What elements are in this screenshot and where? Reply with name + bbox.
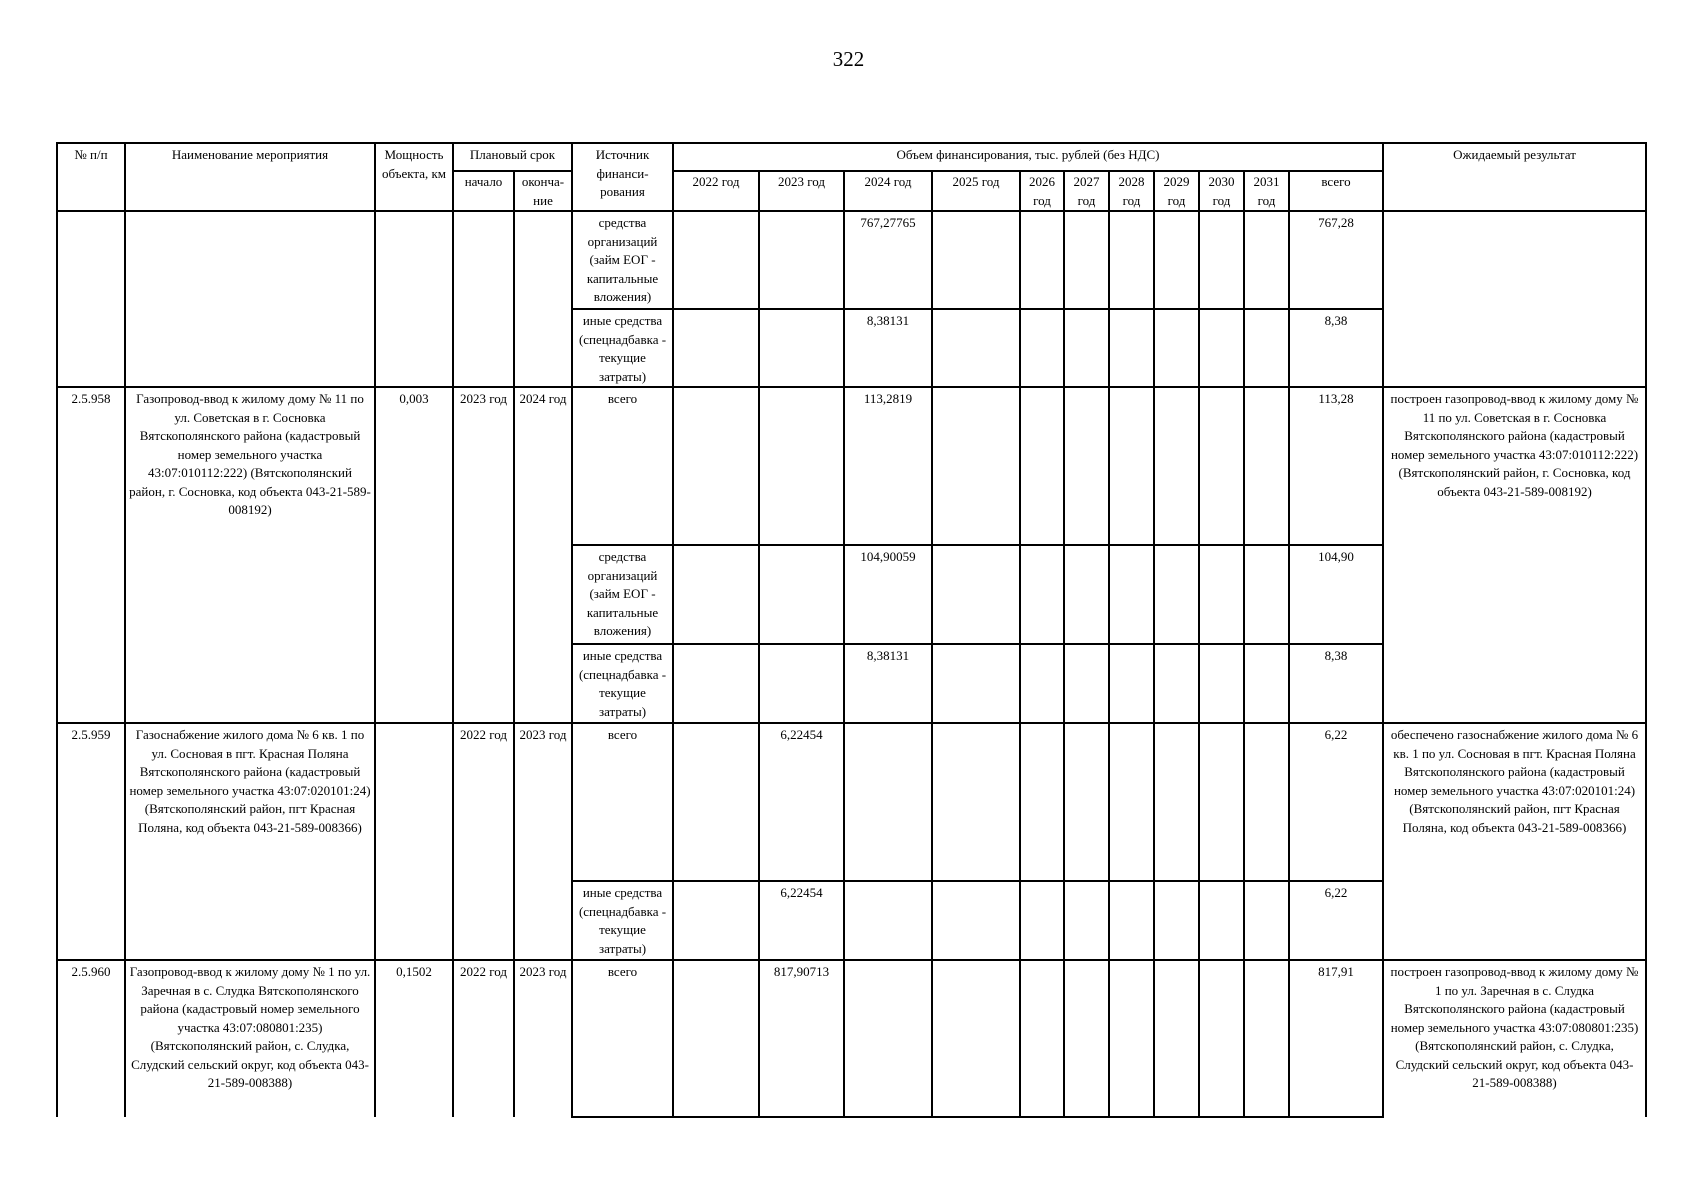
cell-source: всего xyxy=(572,387,673,545)
header-source: Источник финанси-рования xyxy=(572,143,673,211)
header-year: 2024 год xyxy=(844,171,932,211)
header-year: 2022 год xyxy=(673,171,759,211)
cell-start: 2022 год xyxy=(453,723,514,960)
cell-source: средства организаций (займ ЕОГ - капитальные вложения) xyxy=(572,545,673,644)
cell-total: 104,90 xyxy=(1289,545,1383,644)
header-year: 2031 год xyxy=(1244,171,1289,211)
cell-end: 2023 год xyxy=(514,960,572,1117)
header-num: № п/п xyxy=(57,143,125,211)
header-year: 2029 год xyxy=(1154,171,1199,211)
cell-end xyxy=(514,211,572,387)
cell-source: иные средства (спецнадбавка - текущие затраты) xyxy=(572,644,673,723)
cell-value: 6,22454 xyxy=(759,723,844,881)
cell-source: всего xyxy=(572,960,673,1117)
cell-total: 817,91 xyxy=(1289,960,1383,1117)
cell-start xyxy=(453,211,514,387)
cell-total: 6,22 xyxy=(1289,723,1383,881)
cell-value: 817,90713 xyxy=(759,960,844,1117)
cell-value: 8,38131 xyxy=(844,309,932,387)
cell-result xyxy=(1383,211,1646,387)
cell-num xyxy=(57,211,125,387)
cell-total: 8,38 xyxy=(1289,309,1383,387)
page-number: 322 xyxy=(832,47,865,71)
cell-source: иные средства (спецнадбавка - текущие затраты) xyxy=(572,881,673,960)
header-year: 2030 год xyxy=(1199,171,1244,211)
header-volume: Объем финансирования, тыс. рублей (без НДС) xyxy=(673,143,1383,171)
cell-name: Газопровод-ввод к жилому дому № 11 по ул. Советская в г. Сосновка Вятскополянского района (кадастровый номер земельного участка 43:07:010112:222) (Вятскополянский район, г. Сосновка, код объекта 043-21-589-008192) xyxy=(125,387,375,723)
cell-total: 8,38 xyxy=(1289,644,1383,723)
table-row xyxy=(57,723,1646,881)
cell-name xyxy=(125,211,375,387)
header-row-1 xyxy=(57,143,1646,171)
cell-result: обеспечено газоснабжение жилого дома № 6 кв. 1 по ул. Сосновая в пгт. Красная Поляна Вятскополянского района (кадастровый номер земельного участка 43:07:020101:24) (Вятскополянский район, пгт Красная Поляна, код объекта 043-21-589-008366) xyxy=(1383,723,1646,960)
cell-power xyxy=(375,211,453,387)
cell-total: 6,22 xyxy=(1289,881,1383,960)
header-power: Мощность объекта, км xyxy=(375,143,453,211)
header-year: 2023 год xyxy=(759,171,844,211)
cell-end: 2023 год xyxy=(514,723,572,960)
cell-start: 2023 год xyxy=(453,387,514,723)
cell-total: 767,28 xyxy=(1289,211,1383,309)
cell-name: Газоснабжение жилого дома № 6 кв. 1 по ул. Сосновая в пгт. Красная Поляна Вятскополянского района (кадастровый номер земельного участка 43:07:020101:24) (Вятскополянский район, пгт Красная Поляна, код объекта 043-21-589-008366) xyxy=(125,723,375,960)
cell-total: 113,28 xyxy=(1289,387,1383,545)
header-year: 2028 год xyxy=(1109,171,1154,211)
cell-num: 2.5.959 xyxy=(57,723,125,960)
financing-table xyxy=(56,142,1647,1118)
cell-source: иные средства (спецнадбавка - текущие затраты) xyxy=(572,309,673,387)
cell-num: 2.5.960 xyxy=(57,960,125,1117)
cell-num: 2.5.958 xyxy=(57,387,125,723)
cell-power: 0,1502 xyxy=(375,960,453,1117)
header-plan-term: Плановый срок xyxy=(453,143,572,171)
table-row xyxy=(57,960,1646,1117)
header-result: Ожидаемый результат xyxy=(1383,143,1646,211)
cell-result: построен газопровод-ввод к жилому дому № 1 по ул. Заречная в с. Слудка Вятскополянского района (кадастровый номер земельного участка 43:07:080801:235) (Вятскополянский район, с. Слудка, Слудский сельский округ, код объекта 043-21-589-008388) xyxy=(1383,960,1646,1117)
table-row xyxy=(57,387,1646,545)
cell-source: всего xyxy=(572,723,673,881)
cell-value: 113,2819 xyxy=(844,387,932,545)
table-row xyxy=(57,211,1646,309)
header-year: 2025 год xyxy=(932,171,1020,211)
header-total: всего xyxy=(1289,171,1383,211)
cell-value: 104,90059 xyxy=(844,545,932,644)
cell-value: 6,22454 xyxy=(759,881,844,960)
cell-value: 767,27765 xyxy=(844,211,932,309)
header-end: оконча-ние xyxy=(514,171,572,211)
cell-result: построен газопровод-ввод к жилому дому № 11 по ул. Советская в г. Сосновка Вятскополянского района (кадастровый номер земельного участка 43:07:010112:222) (Вятскополянский район, г. Сосновка, код объекта 043-21-589-008192) xyxy=(1383,387,1646,723)
cell-end: 2024 год xyxy=(514,387,572,723)
header-year: 2027 год xyxy=(1064,171,1109,211)
cell-value: 8,38131 xyxy=(844,644,932,723)
header-start: начало xyxy=(453,171,514,211)
cell-name: Газопровод-ввод к жилому дому № 1 по ул. Заречная в с. Слудка Вятскополянского района (кадастровый номер земельного участка 43:07:080801:235) (Вятскополянский район, с. Слудка, Слудский сельский округ, код объекта 043-21-589-008388) xyxy=(125,960,375,1117)
header-name: Наименование мероприятия xyxy=(125,143,375,211)
header-year: 2026 год xyxy=(1020,171,1064,211)
cell-power xyxy=(375,723,453,960)
cell-power: 0,003 xyxy=(375,387,453,723)
cell-source: средства организаций (займ ЕОГ - капитальные вложения) xyxy=(572,211,673,309)
cell-start: 2022 год xyxy=(453,960,514,1117)
